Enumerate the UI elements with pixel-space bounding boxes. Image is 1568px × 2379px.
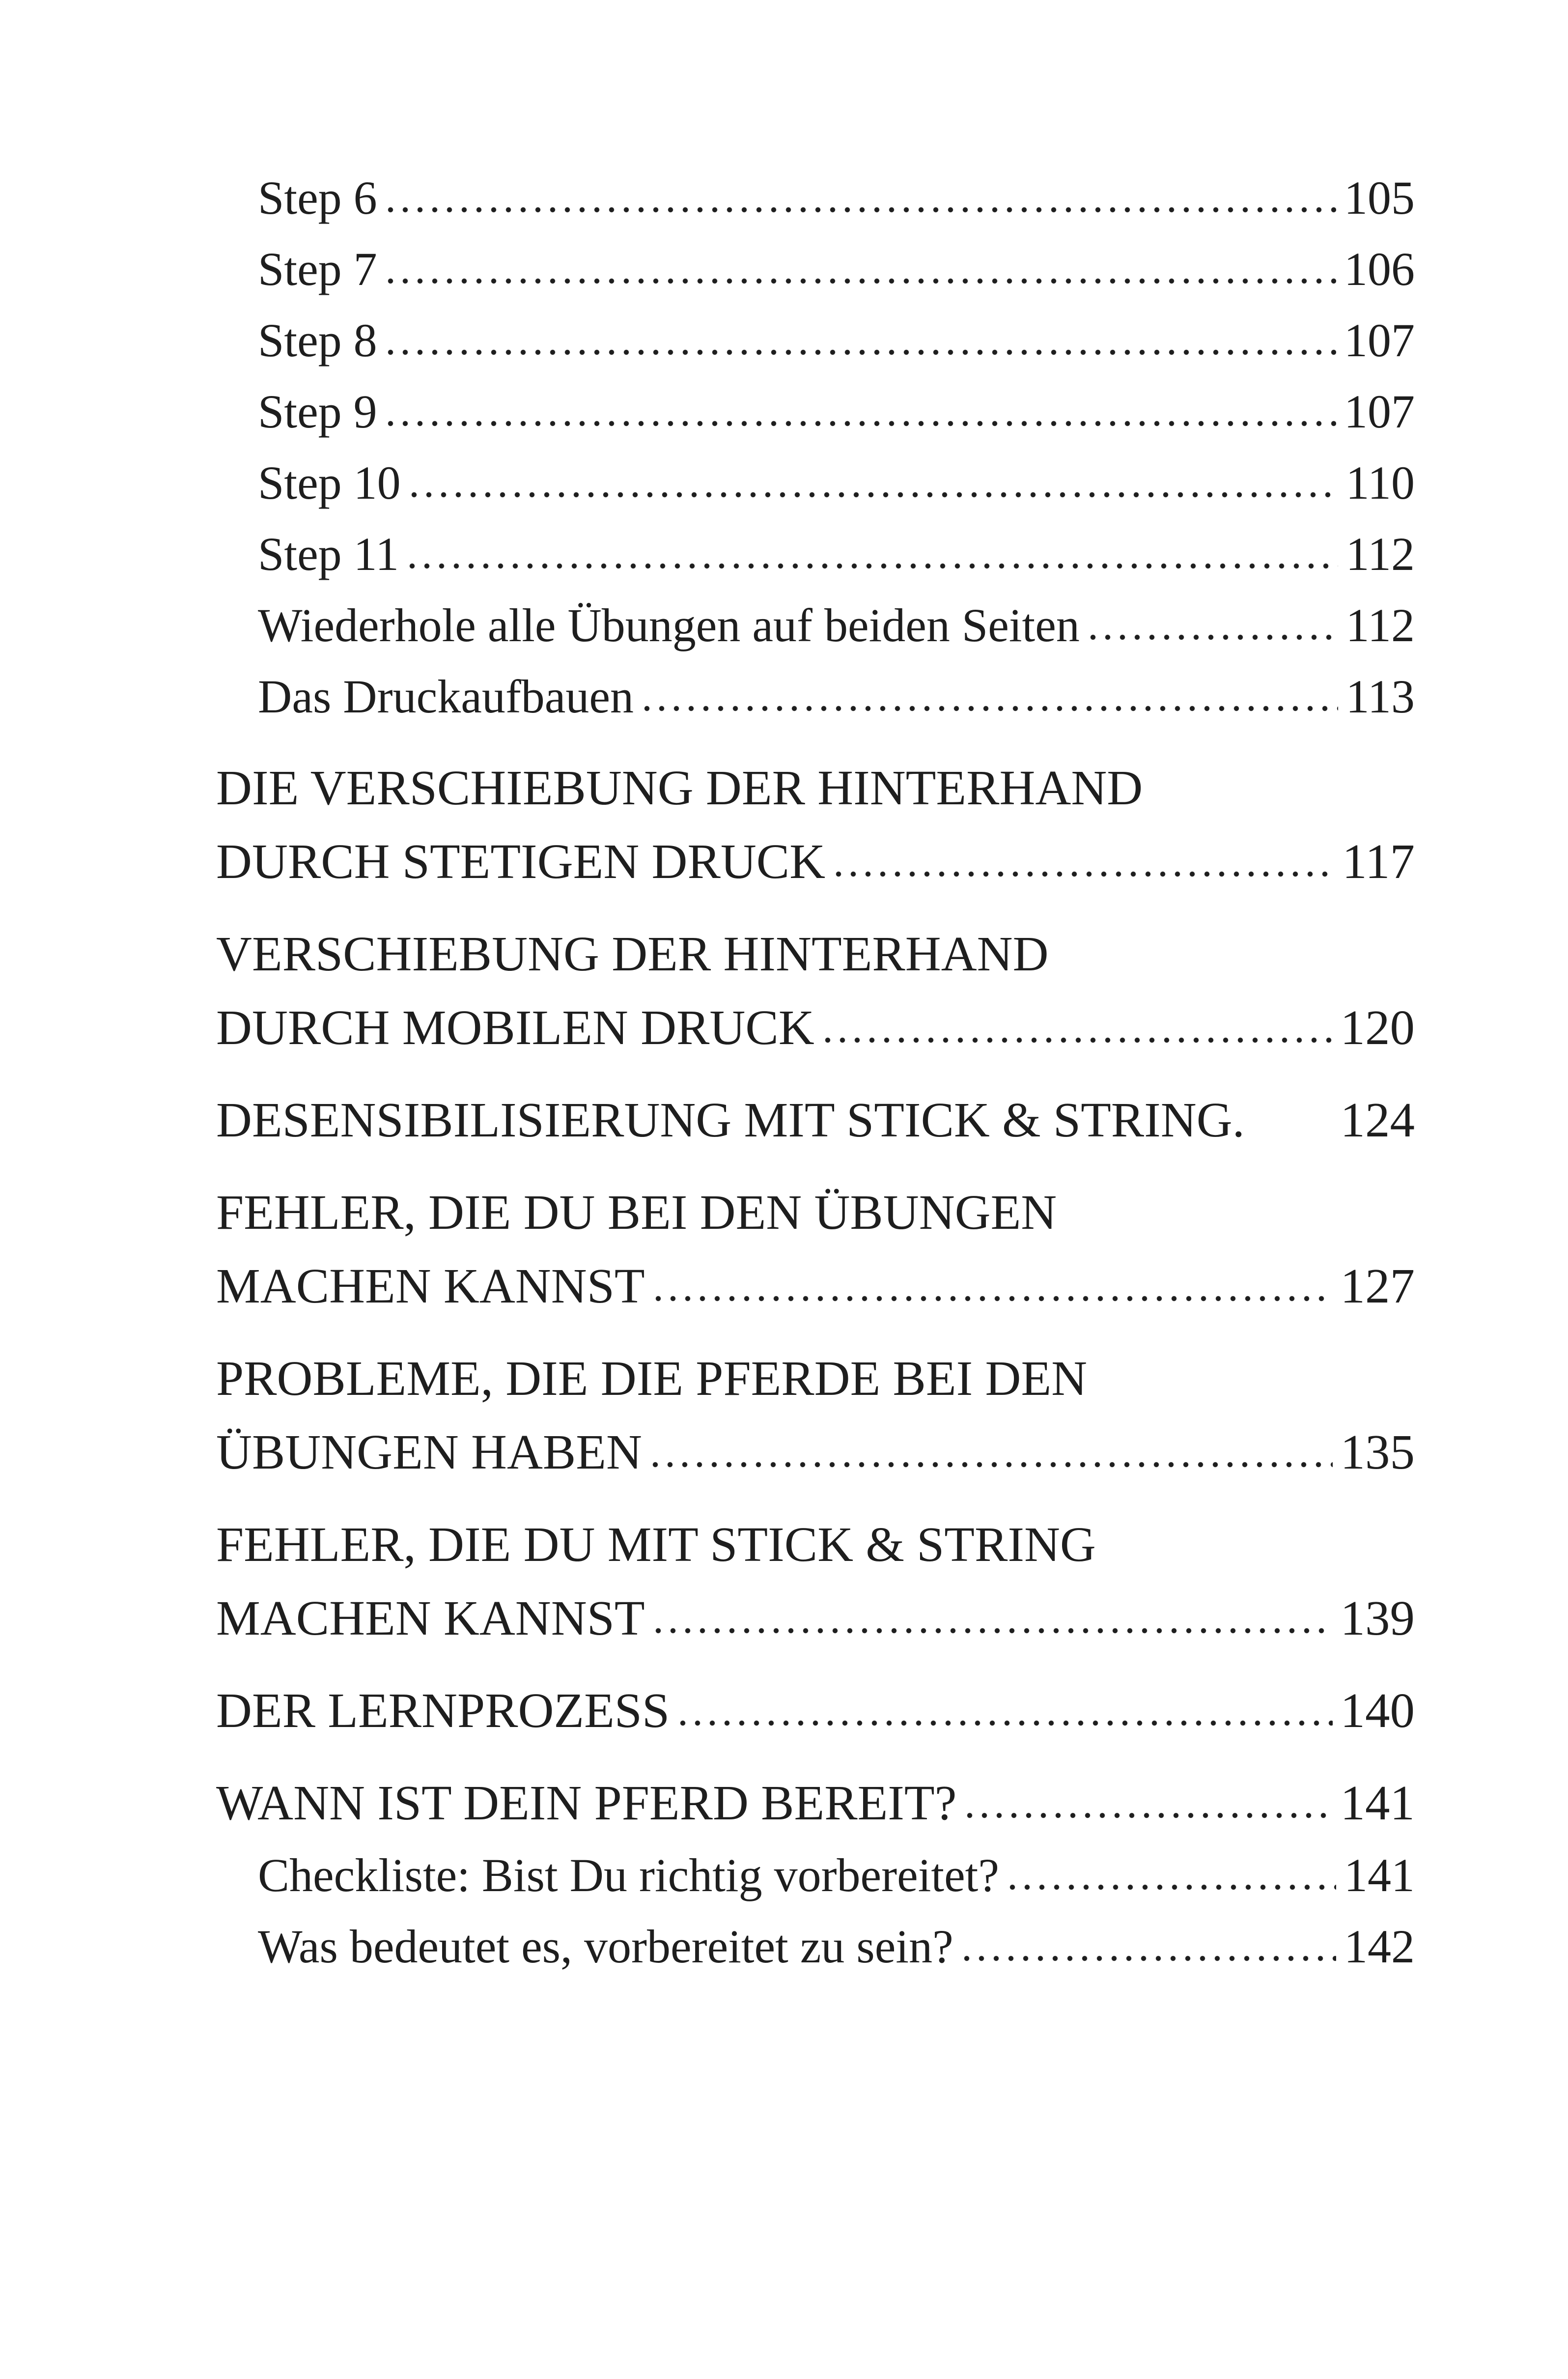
toc-entry-title: FEHLER, DIE DU BEI DEN ÜBUNGEN xyxy=(216,1185,1057,1240)
toc-entry xyxy=(216,1341,1415,1415)
toc-entry-title: DIE VERSCHIEBUNG DER HINTERHAND xyxy=(216,760,1143,815)
dot-leader xyxy=(383,420,1336,427)
toc-page-number: 113 xyxy=(1345,670,1415,723)
toc-page-number: 141 xyxy=(1344,1849,1415,1901)
toc-entry xyxy=(216,751,1415,824)
dot-leader xyxy=(640,705,1338,712)
toc-entry-title: PROBLEME, DIE DIE PFERDE BEI DEN xyxy=(216,1351,1088,1406)
toc-entry xyxy=(216,1415,1415,1489)
toc-entry xyxy=(258,661,1415,732)
toc-entry xyxy=(258,447,1415,518)
dot-leader xyxy=(1251,1129,1333,1136)
dot-leader xyxy=(820,1036,1333,1044)
dot-leader xyxy=(651,1295,1333,1303)
toc-entry xyxy=(258,590,1415,661)
dot-leader xyxy=(959,1954,1336,1962)
toc-entry-title: MACHEN KANNST xyxy=(216,1258,645,1313)
dot-leader xyxy=(405,562,1338,570)
toc-entry-title: WANN IST DEIN PFERD BEREIT? xyxy=(216,1775,957,1830)
toc-entry-title: Step 9 xyxy=(258,385,377,438)
toc-page-number: 139 xyxy=(1340,1590,1415,1645)
dot-leader xyxy=(383,277,1336,285)
toc-entry xyxy=(216,1249,1415,1323)
dot-leader xyxy=(383,348,1336,356)
toc-entry-title: DER LERNPROZESS xyxy=(216,1683,670,1738)
dot-leader xyxy=(1005,1883,1336,1891)
toc-page-number: 120 xyxy=(1340,1000,1415,1055)
toc-page-number: 117 xyxy=(1342,834,1415,889)
toc-entry xyxy=(216,1766,1415,1840)
toc-entry-title: Step 7 xyxy=(258,243,377,295)
toc-entry xyxy=(258,1840,1415,1911)
dot-leader xyxy=(651,1627,1333,1635)
toc-entry xyxy=(258,518,1415,590)
toc-page-number: 112 xyxy=(1345,599,1415,651)
toc-page-number: 142 xyxy=(1344,1920,1415,1973)
toc-page-number: 127 xyxy=(1340,1258,1415,1313)
table-of-contents xyxy=(216,162,1415,1982)
dot-leader xyxy=(1086,633,1338,641)
toc-page-number: 135 xyxy=(1340,1424,1415,1479)
toc-entry-title: Wiederhole alle Übungen auf beiden Seiten xyxy=(258,599,1080,651)
toc-entry xyxy=(258,233,1415,305)
dot-leader xyxy=(831,870,1334,878)
toc-entry xyxy=(216,1507,1415,1581)
toc-entry xyxy=(216,917,1415,991)
toc-entry-title: VERSCHIEBUNG DER HINTERHAND xyxy=(216,926,1049,981)
toc-page-number: 105 xyxy=(1344,171,1415,224)
dot-leader xyxy=(962,1812,1332,1819)
toc-entry-title: DESENSIBILISIERUNG MIT STICK & STRING. xyxy=(216,1092,1245,1147)
toc-entry-title: Step 8 xyxy=(258,314,377,367)
toc-entry-title: Das Druckaufbauen xyxy=(258,670,634,723)
toc-entry xyxy=(258,1911,1415,1982)
dot-leader xyxy=(407,491,1338,499)
toc-page-number: 140 xyxy=(1340,1683,1415,1738)
toc-entry-title: Was bedeutet es, vorbereitet zu sein? xyxy=(258,1920,953,1973)
dot-leader xyxy=(383,206,1336,214)
toc-entry-title: MACHEN KANNST xyxy=(216,1590,645,1645)
toc-entry xyxy=(216,1083,1415,1157)
dot-leader xyxy=(675,1719,1332,1727)
toc-entry-title: DURCH MOBILEN DRUCK xyxy=(216,1000,814,1055)
toc-page-number: 107 xyxy=(1344,314,1415,367)
toc-entry-title: Step 6 xyxy=(258,171,377,224)
toc-page-number: 106 xyxy=(1344,243,1415,295)
toc-entry xyxy=(216,1175,1415,1249)
toc-entry xyxy=(216,1581,1415,1655)
toc-page-number: 110 xyxy=(1345,456,1415,509)
toc-entry xyxy=(216,991,1415,1064)
toc-entry-title: FEHLER, DIE DU MIT STICK & STRING xyxy=(216,1517,1096,1572)
toc-entry-title: Step 11 xyxy=(258,528,399,580)
toc-entry xyxy=(258,305,1415,376)
toc-entry xyxy=(216,1673,1415,1747)
toc-entry-title: DURCH STETIGEN DRUCK xyxy=(216,834,826,889)
toc-entry xyxy=(258,376,1415,447)
toc-entry-title: Step 10 xyxy=(258,456,401,509)
toc-entry xyxy=(216,824,1415,898)
toc-page-number: 112 xyxy=(1345,528,1415,580)
toc-entry-title: Checkliste: Bist Du richtig vorbereitet? xyxy=(258,1849,999,1901)
toc-entry xyxy=(258,162,1415,233)
toc-entry-title: ÜBUNGEN HABEN xyxy=(216,1424,642,1479)
toc-page-number: 141 xyxy=(1340,1775,1415,1830)
dot-leader xyxy=(648,1461,1333,1469)
toc-page-number: 107 xyxy=(1344,385,1415,438)
toc-page-number: 124 xyxy=(1340,1092,1415,1147)
